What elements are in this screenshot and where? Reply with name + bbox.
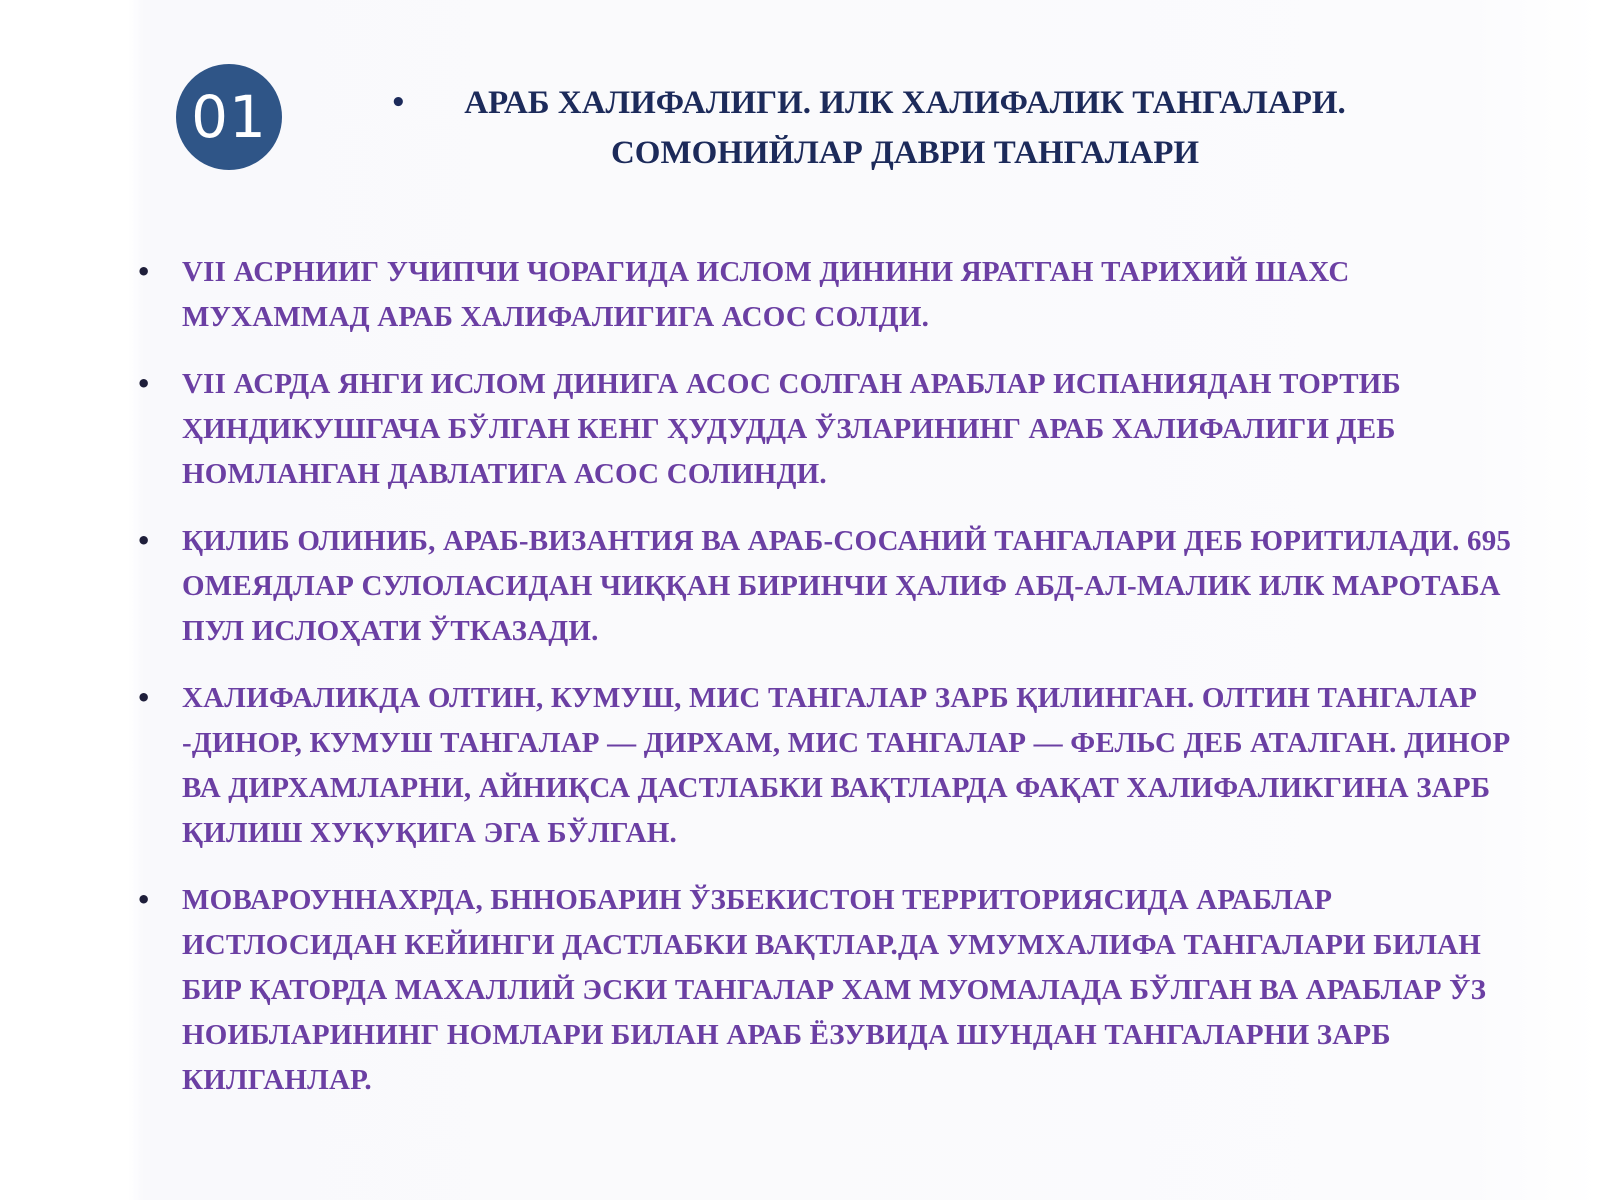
list-item	[136, 878, 1516, 1103]
title-line-1	[380, 78, 1430, 128]
slide-number-badge	[176, 64, 282, 170]
list-item	[136, 676, 1516, 856]
bullet-list	[136, 250, 1516, 1125]
list-item-text: VII АСРНИИГ УЧИПЧИ ЧОРАГИДА ИСЛОМ ДИНИНИ ЯРАТГАН ТАРИХИЙ ШАХС МУХАММАД АРАБ ХАЛИФАЛИГИГА АСОС СОЛДИ.	[182, 256, 1350, 333]
list-item-text: МОВАРОУННАХРДА, БННОБАРИН ЎЗБЕКИСТОН ТЕРРИТОРИЯСИДА АРАБЛАР ИСТЛОСИДАН КЕЙИНГИ ДАСТЛАБКИ ВАҚТЛАР.ДА УМУМХАЛИФА ТАНГАЛАРИ БИЛАН БИР ҚАТОРДА МАХАЛЛИЙ ЭСКИ ТАНГАЛАР ХАМ МУОМАЛАДА БЎЛГАН ВА АРАБЛАР ЎЗ НОИБЛАРИНИНГ НОМЛАРИ БИЛАН АРАБ ЁЗУВИДА ШУНДАН ТАНГАЛАРНИ ЗАРБ КИЛГАНЛАР.	[182, 884, 1487, 1096]
bullet-icon: •	[136, 684, 152, 712]
list-item	[136, 362, 1516, 497]
list-item-text: VII АСРДА ЯНГИ ИСЛОМ ДИНИГА АСОС СОЛГАН АРАБЛАР ИСПАНИЯДАН ТОРТИБ ҲИНДИКУШГАЧА БЎЛГАН КЕНГ ҲУДУДДА ЎЗЛАРИНИНГ АРАБ ХАЛИФАЛИГИ ДЕБ НОМЛАНГАН ДАВЛАТИГА АСОС СОЛИНДИ.	[182, 368, 1401, 490]
list-item-text: ХАЛИФАЛИКДА ОЛТИН, КУМУШ, МИС ТАНГАЛАР ЗАРБ ҚИЛИНГАН. ОЛТИН ТАНГАЛАР -ДИНОР, КУМУШ ТАНГАЛАР — ДИРХАМ, МИС ТАНГАЛАР — ФЕЛЬС ДЕБ АТАЛГАН. ДИНОР ВА ДИРХАМЛАРНИ, АЙНИҚСА ДАСТЛАБКИ ВАҚТЛАРДА ФАҚАТ ХАЛИФАЛИКГИНА ЗАРБ ҚИЛИШ ХУҚУҚИГА ЭГА БЎЛГАН.	[182, 682, 1511, 849]
bullet-icon: •	[136, 527, 152, 555]
title-line-2	[380, 128, 1430, 178]
bullet-icon: •	[136, 886, 152, 914]
list-item-text: ҚИЛИБ ОЛИНИБ, АРАБ-ВИЗАНТИЯ ВА АРАБ-СОСАНИЙ ТАНГАЛАРИ ДЕБ ЮРИТИЛАДИ. 695 ОМЕЯДЛАР СУЛОЛАСИДАН ЧИҚҚАН БИРИНЧИ ҲАЛИФ АБД-АЛ-МАЛИК ИЛК МАРОТАБА ПУЛ ИСЛОҲАТИ ЎТКАЗАДИ.	[182, 525, 1512, 647]
slide-number: 01	[191, 83, 267, 151]
bullet-icon: •	[390, 88, 407, 118]
bullet-icon: •	[136, 370, 152, 398]
list-item	[136, 519, 1516, 654]
slide-title	[380, 78, 1430, 178]
title-text-2: СОМОНИЙЛАР ДАВРИ ТАНГАЛАРИ	[610, 135, 1200, 171]
list-item	[136, 250, 1516, 340]
bullet-icon: •	[136, 258, 152, 286]
title-text-1: АРАБ ХАЛИФАЛИГИ. ИЛК ХАЛИФАЛИК ТАНГАЛАРИ.	[464, 85, 1346, 121]
